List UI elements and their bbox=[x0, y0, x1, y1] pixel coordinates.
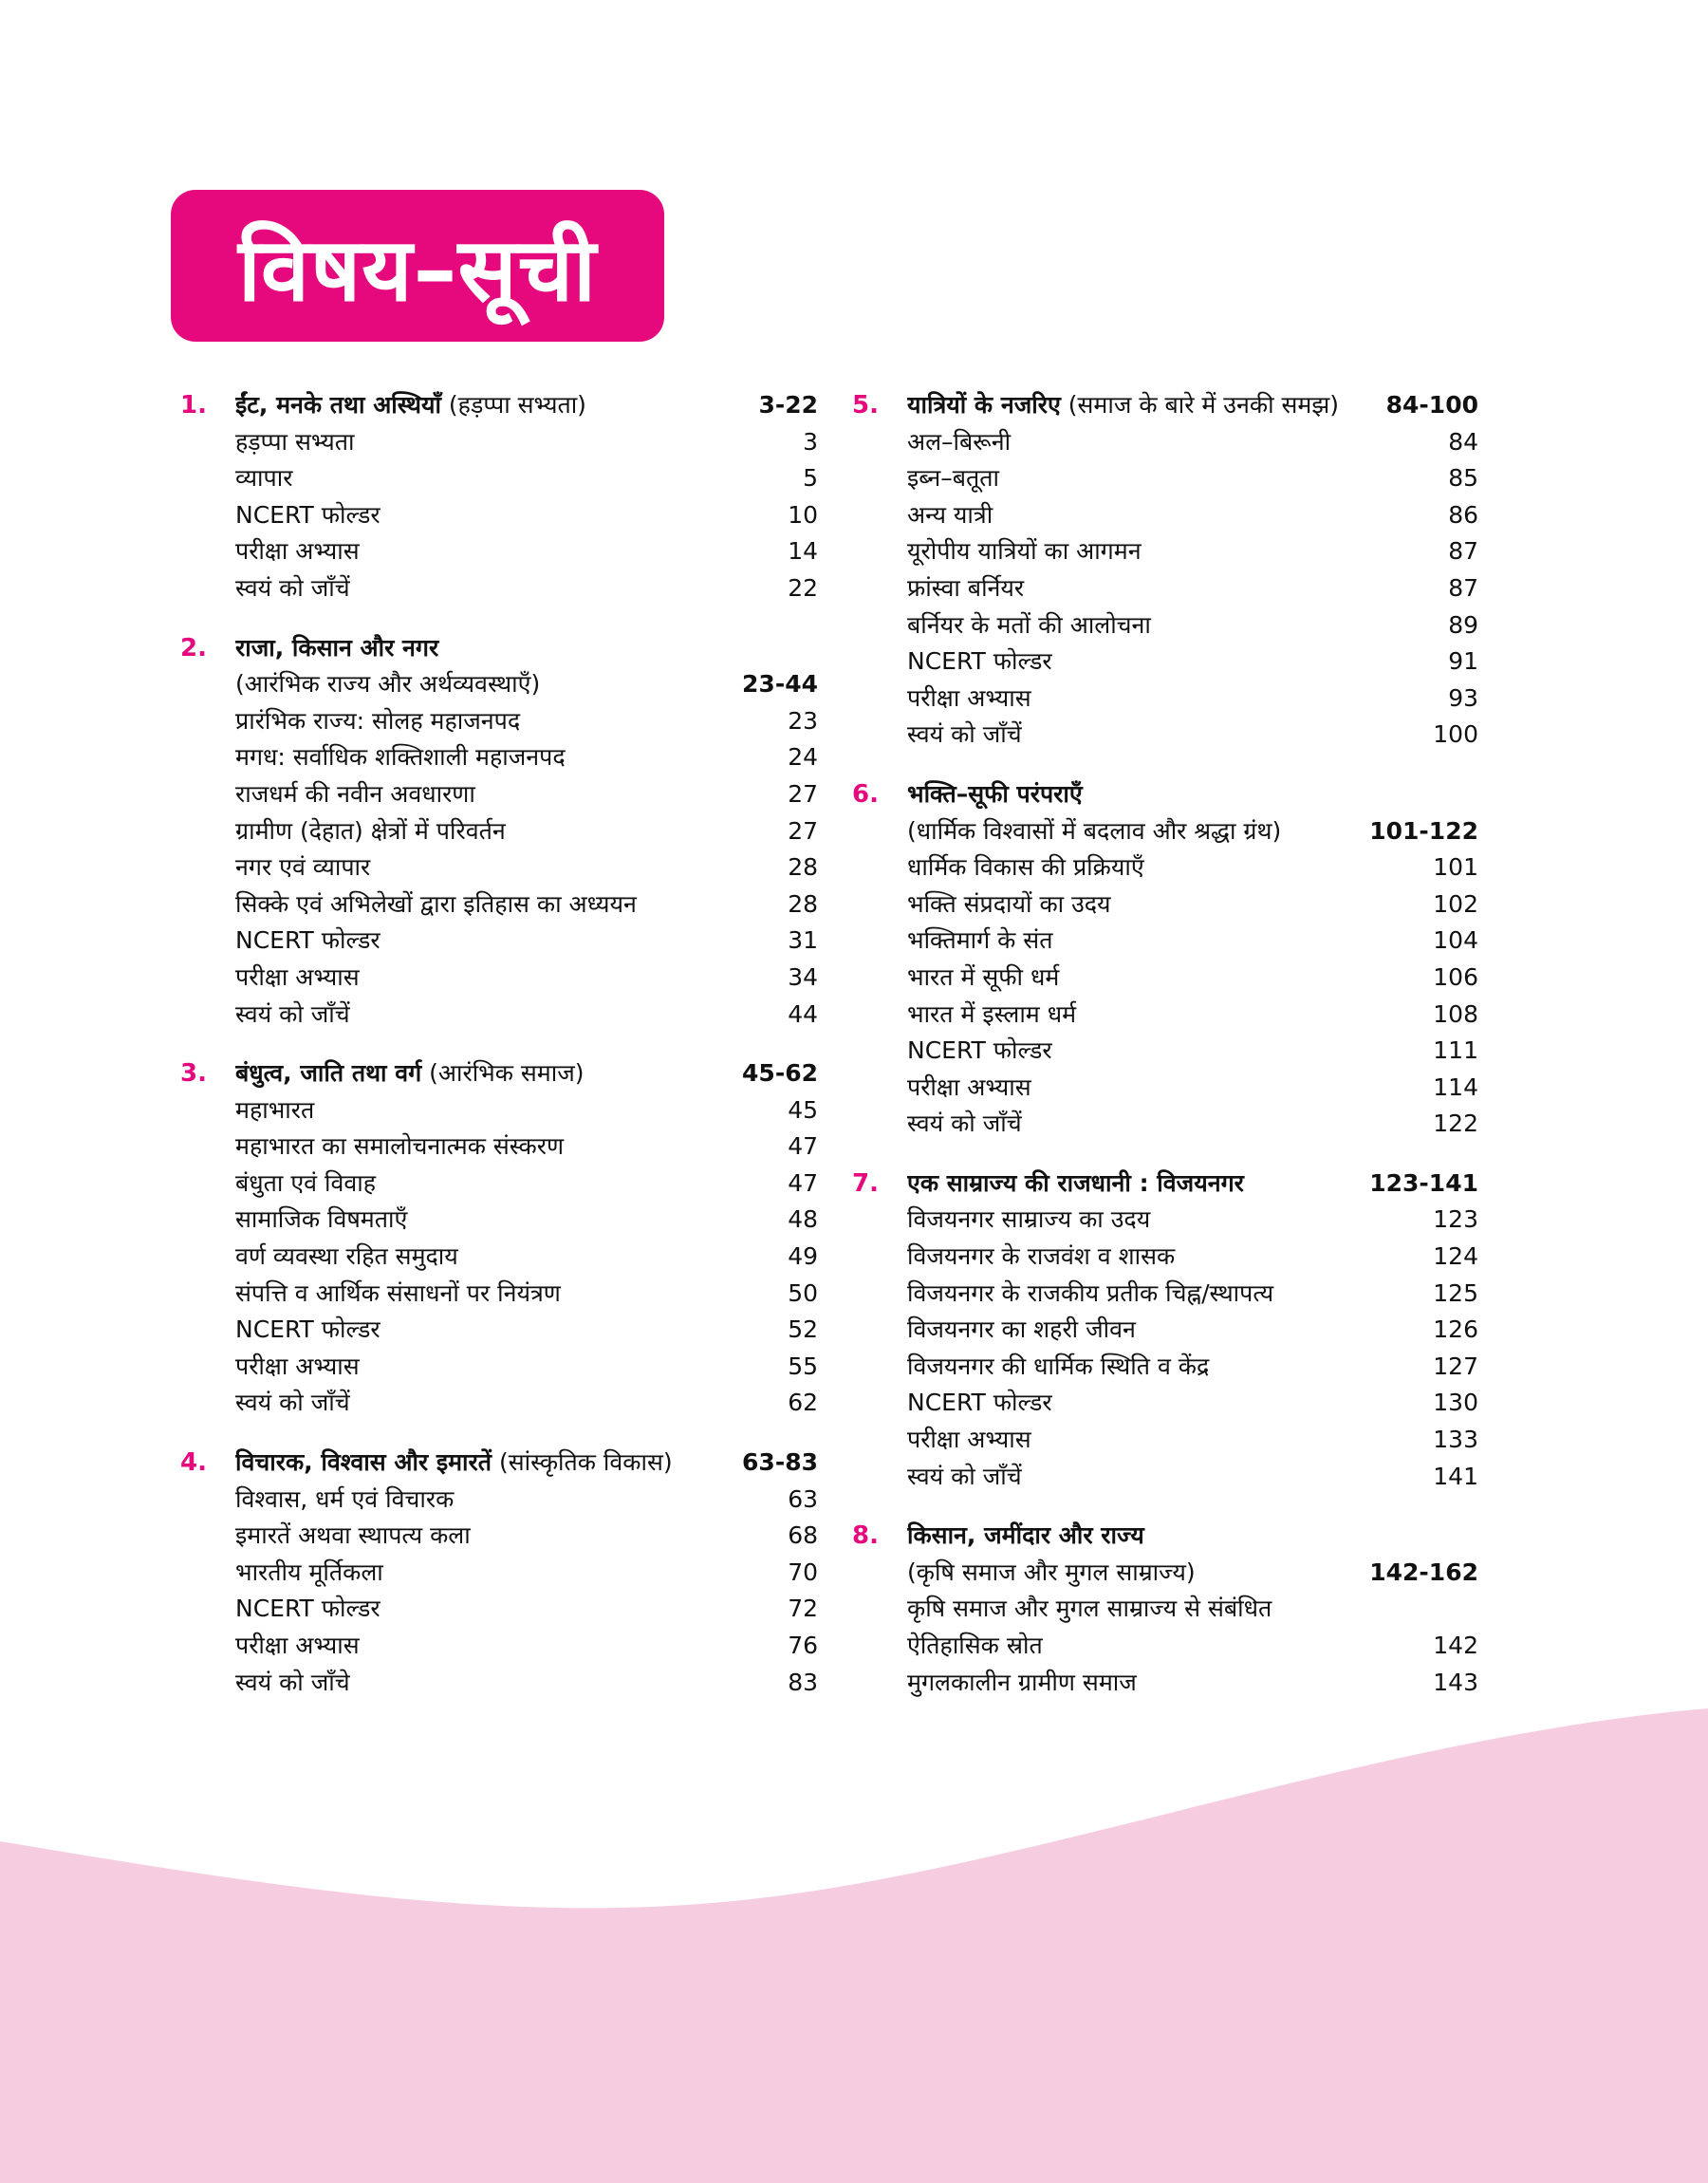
entry-page: 124 bbox=[1433, 1242, 1478, 1271]
entry-page: 22 bbox=[788, 573, 818, 602]
toc-entry[interactable] bbox=[852, 1276, 1478, 1313]
entry-label: NCERT फोल्डर bbox=[235, 1595, 381, 1623]
toc-entry[interactable] bbox=[180, 1665, 818, 1702]
entry-page: 28 bbox=[788, 889, 818, 918]
toc-entry[interactable] bbox=[180, 497, 818, 534]
toc-entry[interactable] bbox=[180, 1385, 818, 1422]
entry-label: भारत में सूफी धर्म bbox=[907, 962, 1060, 991]
entry-label: नगर एवं व्यापार bbox=[235, 853, 371, 882]
entry-label: बर्नियर के मतों की आलोचना bbox=[907, 610, 1151, 639]
toc-entry[interactable] bbox=[852, 923, 1478, 960]
entry-label: मगध: सर्वाधिक शक्तिशाली महाजनपद bbox=[235, 743, 566, 772]
toc-entry[interactable] bbox=[180, 776, 818, 813]
toc-entry[interactable] bbox=[852, 1202, 1478, 1239]
toc-entry[interactable] bbox=[852, 1459, 1478, 1496]
entry-label: व्यापार bbox=[235, 464, 293, 493]
entry-label: विजयनगर का शहरी जीवन bbox=[907, 1315, 1136, 1344]
entry-label: परीक्षा अभ्यास bbox=[235, 1632, 360, 1659]
entry-page: 49 bbox=[788, 1242, 818, 1271]
entry-label: ऐतिहासिक स्रोत bbox=[907, 1632, 1043, 1659]
entry-label: इब्न–बतूता bbox=[907, 464, 999, 493]
chapter-heading[interactable] bbox=[852, 1518, 1478, 1555]
entry-label: परीक्षा अभ्यास bbox=[907, 683, 1031, 712]
entry-page: 133 bbox=[1433, 1426, 1478, 1454]
entry-label: बंधुता एवं विवाह bbox=[235, 1168, 377, 1197]
chapter-heading[interactable] bbox=[852, 1166, 1478, 1203]
entry-label: इमारतें अथवा स्थापत्य कला bbox=[235, 1521, 471, 1550]
chapter-1 bbox=[180, 387, 818, 607]
title-banner bbox=[171, 190, 664, 342]
entry-page: 142 bbox=[1433, 1632, 1478, 1659]
chapter-number: 2. bbox=[180, 633, 207, 662]
chapter-subheading[interactable] bbox=[180, 666, 818, 703]
entry-label: परीक्षा अभ्यास bbox=[235, 962, 360, 991]
entry-label: ग्रामीण (देहात) क्षेत्रों में परिवर्तन bbox=[235, 816, 506, 845]
toc-entry[interactable] bbox=[852, 1312, 1478, 1349]
entry-page: 62 bbox=[788, 1389, 818, 1417]
toc-entry[interactable] bbox=[852, 717, 1478, 754]
chapter-number: 5. bbox=[852, 391, 879, 420]
chapter-subtitle: (कृषि समाज और मुगल साम्राज्य) bbox=[907, 1558, 1196, 1586]
chapter-title: राजा, किसान और नगर bbox=[235, 633, 439, 662]
entry-page: 130 bbox=[1433, 1389, 1478, 1417]
toc-entry[interactable] bbox=[180, 813, 818, 850]
entry-label: वर्ण व्यवस्था रहित समुदाय bbox=[235, 1242, 458, 1271]
entry-label: सिक्के एवं अभिलेखों द्वारा इतिहास का अध्ययन bbox=[235, 889, 637, 918]
entry-page: 48 bbox=[788, 1205, 818, 1234]
toc-entry[interactable] bbox=[852, 497, 1478, 534]
toc-entry[interactable] bbox=[180, 923, 818, 960]
entry-label: संपत्ति व आर्थिक संसाधनों पर नियंत्रण bbox=[235, 1278, 561, 1307]
chapter-number: 8. bbox=[852, 1521, 879, 1551]
entry-page: 52 bbox=[788, 1315, 818, 1344]
entry-page: 68 bbox=[788, 1521, 818, 1550]
entry-page: 102 bbox=[1433, 889, 1478, 918]
entry-page: 83 bbox=[788, 1668, 818, 1696]
chapter-heading[interactable] bbox=[852, 387, 1478, 424]
toc-entry[interactable] bbox=[852, 424, 1478, 461]
entry-page: 44 bbox=[788, 999, 818, 1028]
toc-entry[interactable] bbox=[180, 1349, 818, 1386]
chapter-title: यात्रियों के नजरिए bbox=[907, 391, 1061, 419]
toc-entry[interactable] bbox=[180, 739, 818, 776]
chapter-7 bbox=[852, 1166, 1478, 1495]
entry-label: परीक्षा अभ्यास bbox=[907, 1073, 1031, 1101]
entry-page: 27 bbox=[788, 779, 818, 808]
entry-label: परीक्षा अभ्यास bbox=[907, 1426, 1031, 1454]
entry-page: 85 bbox=[1448, 464, 1478, 493]
entry-label: भारत में इस्लाम धर्म bbox=[907, 999, 1077, 1028]
toc-entry[interactable] bbox=[852, 886, 1478, 924]
entry-label: परीक्षा अभ्यास bbox=[235, 1352, 360, 1380]
entry-label: स्वयं को जाँचे bbox=[235, 1668, 350, 1696]
entry-page: 108 bbox=[1433, 999, 1478, 1028]
entry-page: 63 bbox=[788, 1484, 818, 1513]
entry-page: 84 bbox=[1448, 427, 1478, 456]
chapter-2 bbox=[180, 630, 818, 1034]
entry-label: विजयनगर साम्राज्य का उदय bbox=[907, 1205, 1151, 1234]
entry-page: 122 bbox=[1433, 1110, 1478, 1138]
entry-label: NCERT फोल्डर bbox=[235, 1315, 381, 1344]
toc-entry[interactable] bbox=[180, 1129, 818, 1166]
toc-entry[interactable] bbox=[852, 681, 1478, 718]
chapter-heading[interactable] bbox=[180, 630, 818, 667]
entry-page: 104 bbox=[1433, 926, 1478, 955]
toc-entry[interactable] bbox=[180, 424, 818, 461]
toc-entry[interactable] bbox=[180, 886, 818, 924]
toc-entry[interactable] bbox=[852, 607, 1478, 644]
entry-label: महाभारत bbox=[235, 1095, 315, 1124]
entry-label: परीक्षा अभ्यास bbox=[235, 537, 360, 566]
entry-label: NCERT फोल्डर bbox=[907, 647, 1052, 676]
entry-label: धार्मिक विकास की प्रक्रियाएँ bbox=[907, 853, 1144, 882]
entry-page: 3 bbox=[803, 427, 818, 456]
toc-entry[interactable] bbox=[852, 1239, 1478, 1276]
toc-entry[interactable] bbox=[852, 1070, 1478, 1107]
page-title: विषय–सूची bbox=[238, 218, 597, 321]
entry-page: 127 bbox=[1433, 1352, 1478, 1380]
entry-label: राजधर्म की नवीन अवधारणा bbox=[235, 779, 475, 808]
entry-page: 28 bbox=[788, 853, 818, 882]
entry-page: 126 bbox=[1433, 1315, 1478, 1344]
entry-label: विजयनगर के राजकीय प्रतीक चिह्न/स्थापत्य bbox=[907, 1278, 1274, 1307]
chapter-heading[interactable] bbox=[852, 776, 1478, 813]
toc-entry[interactable] bbox=[852, 644, 1478, 681]
toc-entry[interactable] bbox=[852, 533, 1478, 570]
entry-label: भक्ति संप्रदायों का उदय bbox=[907, 889, 1111, 918]
entry-label: विश्वास, धर्म एवं विचारक bbox=[235, 1484, 455, 1513]
chapter-page-range: 101-122 bbox=[1369, 816, 1478, 845]
entry-page: 101 bbox=[1433, 853, 1478, 882]
chapter-page-range: 45-62 bbox=[742, 1059, 818, 1088]
entry-label: विजयनगर की धार्मिक स्थिति व केंद्र bbox=[907, 1352, 1210, 1380]
entry-label: स्वयं को जाँचें bbox=[907, 720, 1022, 749]
entry-page: 93 bbox=[1448, 683, 1478, 712]
chapter-subheading[interactable] bbox=[852, 813, 1478, 850]
toc-entry[interactable] bbox=[852, 1106, 1478, 1143]
entry-label: स्वयं को जाँचें bbox=[907, 1110, 1022, 1138]
entry-label: भारतीय मूर्तिकला bbox=[235, 1558, 383, 1586]
entry-label: NCERT फोल्डर bbox=[907, 1389, 1052, 1417]
entry-page: 24 bbox=[788, 743, 818, 772]
toc-entry[interactable] bbox=[852, 1385, 1478, 1422]
toc-column-left bbox=[180, 387, 818, 1724]
chapter-subtitle: (धार्मिक विश्वासों में बदलाव और श्रद्धा ग्रंथ) bbox=[907, 816, 1282, 845]
entry-page: 34 bbox=[788, 962, 818, 991]
entry-page: 23 bbox=[788, 706, 818, 735]
toc-entry[interactable] bbox=[180, 997, 818, 1034]
toc-entry[interactable] bbox=[180, 1518, 818, 1555]
toc-entry[interactable] bbox=[180, 1166, 818, 1203]
chapter-4 bbox=[180, 1445, 818, 1701]
toc-entry[interactable] bbox=[852, 1349, 1478, 1386]
entry-label: महाभारत का समालोचनात्मक संस्करण bbox=[235, 1132, 565, 1161]
entry-label: मुगलकालीन ग्रामीण समाज bbox=[907, 1668, 1137, 1696]
toc-entry[interactable] bbox=[180, 1628, 818, 1665]
chapter-title: बंधुत्व, जाति तथा वर्ग bbox=[235, 1059, 422, 1088]
entry-page: 47 bbox=[788, 1168, 818, 1197]
entry-page: 55 bbox=[788, 1352, 818, 1380]
chapter-page-range: 84-100 bbox=[1385, 391, 1478, 419]
chapter-subtitle: (हड़प्पा सभ्यता) bbox=[448, 391, 586, 419]
toc-entry[interactable] bbox=[852, 1422, 1478, 1459]
chapter-subtitle: (आरंभिक राज्य और अर्थव्यवस्थाएँ) bbox=[235, 670, 541, 699]
chapter-page-range: 123-141 bbox=[1369, 1168, 1478, 1197]
toc-entry[interactable] bbox=[852, 997, 1478, 1034]
toc-entry[interactable] bbox=[852, 1628, 1478, 1665]
entry-label: NCERT फोल्डर bbox=[235, 926, 381, 955]
entry-page: 72 bbox=[788, 1595, 818, 1623]
entry-page: 87 bbox=[1448, 537, 1478, 566]
entry-label: स्वयं को जाँचें bbox=[235, 573, 350, 602]
chapter-title: विचारक, विश्वास और इमारतें bbox=[235, 1448, 492, 1477]
toc-column-right bbox=[852, 387, 1478, 1724]
chapter-title: ईंट, मनके तथा अस्थियाँ bbox=[235, 391, 441, 419]
chapter-page-range: 142-162 bbox=[1369, 1558, 1478, 1586]
toc-entry[interactable] bbox=[852, 1591, 1478, 1628]
entry-page: 31 bbox=[788, 926, 818, 955]
chapter-8 bbox=[852, 1518, 1478, 1701]
entry-label: भक्तिमार्ग के संत bbox=[907, 926, 1053, 955]
entry-page: 143 bbox=[1433, 1668, 1478, 1696]
entry-page: 76 bbox=[788, 1632, 818, 1659]
chapter-subheading[interactable] bbox=[852, 1555, 1478, 1592]
entry-label: कृषि समाज और मुगल साम्राज्य से संबंधित bbox=[907, 1595, 1272, 1623]
chapter-heading[interactable] bbox=[180, 1055, 818, 1092]
entry-label: फ्रांस्वा बर्नियर bbox=[907, 573, 1025, 602]
entry-page: 14 bbox=[788, 537, 818, 566]
entry-page: 106 bbox=[1433, 962, 1478, 991]
entry-label: हड़प्पा सभ्यता bbox=[235, 427, 355, 456]
entry-page: 50 bbox=[788, 1278, 818, 1307]
toc-entry[interactable] bbox=[180, 960, 818, 997]
entry-page: 114 bbox=[1433, 1073, 1478, 1101]
chapter-number: 7. bbox=[852, 1168, 879, 1198]
chapter-title: किसान, जमींदार और राज्य bbox=[907, 1521, 1144, 1550]
entry-label: यूरोपीय यात्रियों का आगमन bbox=[907, 537, 1142, 566]
entry-label: स्वयं को जाँचें bbox=[235, 1389, 350, 1417]
chapter-6 bbox=[852, 776, 1478, 1143]
toc-entry[interactable] bbox=[180, 1239, 818, 1276]
toc-entry[interactable] bbox=[852, 849, 1478, 886]
chapter-heading[interactable] bbox=[180, 1445, 818, 1482]
chapter-title: भक्ति–सूफी परंपराएँ bbox=[907, 779, 1083, 808]
entry-page: 123 bbox=[1433, 1205, 1478, 1234]
entry-label: विजयनगर के राजवंश व शासक bbox=[907, 1242, 1176, 1271]
chapter-page-range: 23-44 bbox=[742, 670, 818, 699]
entry-label: स्वयं को जाँचें bbox=[907, 1462, 1022, 1490]
chapter-subtitle: (आरंभिक समाज) bbox=[429, 1059, 585, 1088]
entry-label: NCERT फोल्डर bbox=[235, 500, 381, 529]
toc-entry[interactable] bbox=[180, 533, 818, 570]
entry-label: अल–बिरूनी bbox=[907, 427, 1012, 456]
entry-label: प्रारंभिक राज्य: सोलह महाजनपद bbox=[235, 706, 521, 735]
chapter-number: 4. bbox=[180, 1448, 207, 1478]
entry-page: 45 bbox=[788, 1095, 818, 1124]
chapter-page-range: 3-22 bbox=[758, 391, 818, 419]
chapter-subtitle: (समाज के बारे में उनकी समझ) bbox=[1068, 391, 1339, 419]
chapter-number: 1. bbox=[180, 391, 207, 420]
entry-page: 89 bbox=[1448, 610, 1478, 639]
entry-page: 111 bbox=[1433, 1036, 1478, 1065]
toc-entry[interactable] bbox=[180, 1276, 818, 1313]
chapter-heading[interactable] bbox=[180, 387, 818, 424]
entry-label: स्वयं को जाँचें bbox=[235, 999, 350, 1028]
toc-entry[interactable] bbox=[180, 570, 818, 607]
chapter-number: 6. bbox=[852, 779, 879, 809]
chapter-number: 3. bbox=[180, 1059, 207, 1089]
entry-label: NCERT फोल्डर bbox=[907, 1036, 1052, 1065]
toc-entry[interactable] bbox=[852, 460, 1478, 497]
toc-entry[interactable] bbox=[180, 703, 818, 740]
entry-page: 27 bbox=[788, 816, 818, 845]
entry-page: 87 bbox=[1448, 573, 1478, 602]
chapter-3 bbox=[180, 1055, 818, 1422]
toc-entry[interactable] bbox=[852, 1665, 1478, 1702]
entry-page: 86 bbox=[1448, 500, 1478, 529]
entry-page: 5 bbox=[803, 464, 818, 493]
toc-entry[interactable] bbox=[180, 1555, 818, 1592]
toc-entry[interactable] bbox=[180, 849, 818, 886]
toc-entry[interactable] bbox=[180, 460, 818, 497]
entry-label: अन्य यात्री bbox=[907, 500, 993, 529]
entry-page: 100 bbox=[1433, 720, 1478, 749]
entry-page: 141 bbox=[1433, 1462, 1478, 1490]
entry-page: 10 bbox=[788, 500, 818, 529]
chapter-page-range: 63-83 bbox=[742, 1448, 818, 1477]
chapter-subtitle: (सांस्कृतिक विकास) bbox=[498, 1448, 673, 1477]
toc-entry[interactable] bbox=[180, 1312, 818, 1349]
chapter-5 bbox=[852, 387, 1478, 754]
entry-page: 125 bbox=[1433, 1278, 1478, 1307]
toc-entry[interactable] bbox=[180, 1202, 818, 1239]
entry-label: सामाजिक विषमताएँ bbox=[235, 1205, 408, 1234]
entry-page: 91 bbox=[1448, 647, 1478, 676]
toc-entry[interactable] bbox=[852, 1033, 1478, 1070]
toc-entry[interactable] bbox=[852, 570, 1478, 607]
entry-page: 47 bbox=[788, 1132, 818, 1161]
toc-entry[interactable] bbox=[180, 1482, 818, 1519]
toc-entry[interactable] bbox=[180, 1591, 818, 1628]
entry-page: 70 bbox=[788, 1558, 818, 1586]
pink-wave-background bbox=[0, 1651, 1708, 2183]
toc-entry[interactable] bbox=[180, 1092, 818, 1129]
chapter-title: एक साम्राज्य की राजधानी : विजयनगर bbox=[907, 1168, 1244, 1197]
toc-entry[interactable] bbox=[852, 960, 1478, 997]
